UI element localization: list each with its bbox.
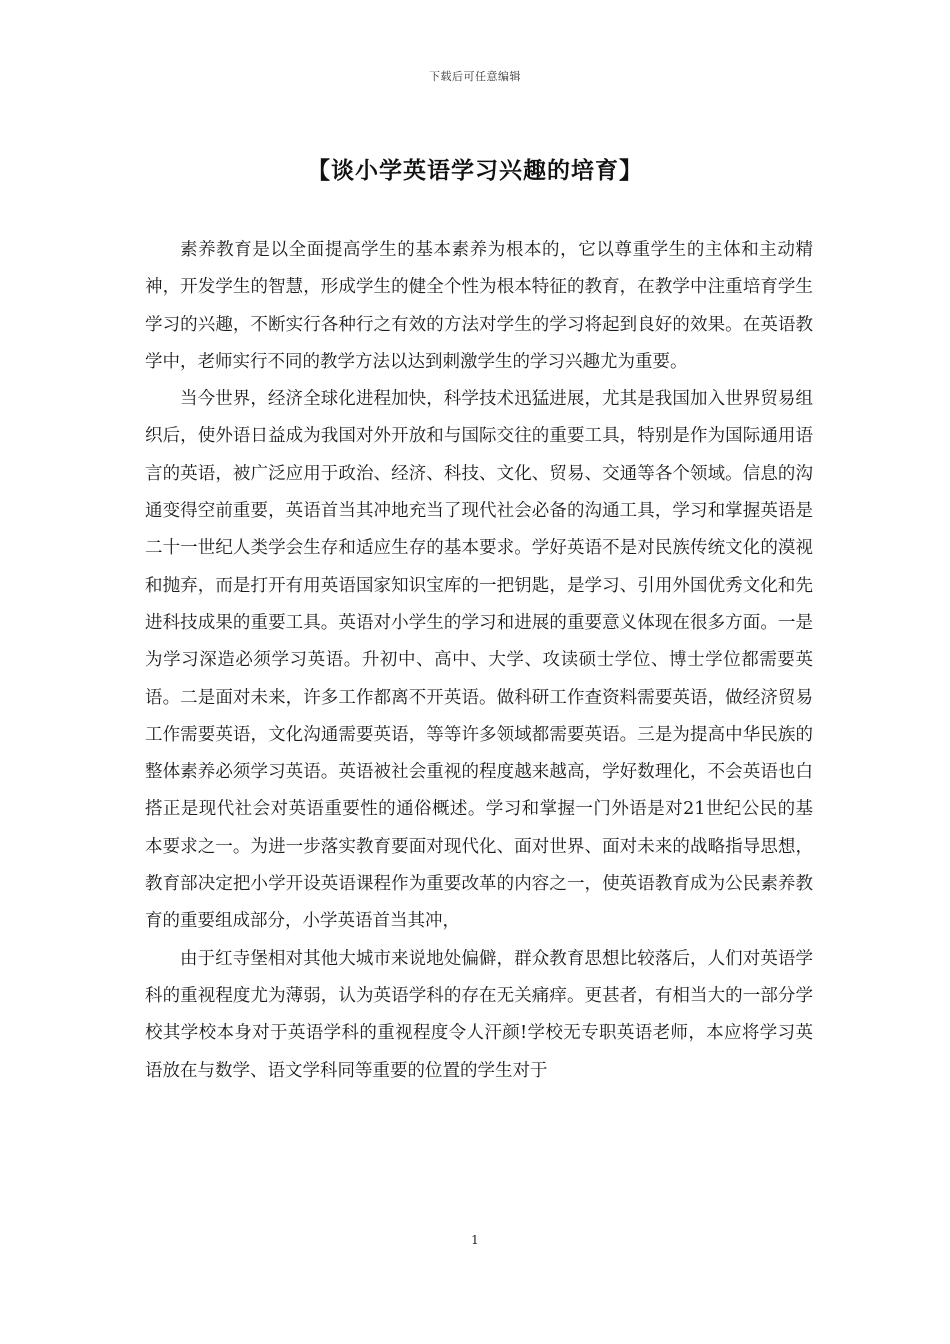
page-number: 1 (471, 1233, 479, 1247)
paragraph-1: 素养教育是以全面提高学生的基本素养为根本的，它以尊重学生的主体和主动精神，开发学生的智慧，形成学生的健全个性为根本特征的教育，在教学中注重培育学生学习的兴趣，不断实行各种行之有效的方法对学生的学习将起到良好的效果。在英语教学中，老师实行不同的教学方法以达到刺激学生的学习兴趣尤为重要。 (145, 240, 813, 372)
document-body (145, 232, 813, 1090)
document-title: 【谈小学英语学习兴趣的培育】 (307, 158, 643, 184)
page-header-note: 下载后可任意编辑 (429, 70, 521, 83)
paragraph-2: 当今世界，经济全球化进程加快，科学技术迅猛进展，尤其是我国加入世界贸易组织后，使外语日益成为我国对外开放和与国际交往的重要工具，特别是作为国际通用语言的英语，被广泛应用于政治、经济、科技、文化、贸易、交通等各个领域。信息的沟通变得空前重要，英语首当其冲地充当了现代社会必备的沟通工具，学习和掌握英语是二十一世纪人类学会生存和适应生存的基本要求。学好英语不是对民族传统文化的漠视和抛弃，而是打开有用英语国家知识宝库的一把钥匙，是学习、引用外国优秀文化和先进科技成果的重要工具。英语对小学生的学习和进展的重要意义体现在很多方面。一是为学习深造必须学习英语。升初中、高中、大学、攻读硕士学位、博士学位都需要英语。二是面对未来，许多工作都离不开英语。做科研工作查资料需要英语，做经济贸易工作需要英语，文化沟通需要英语，等等许多领域都需要英语。三是为提高中华民族的整体素养必须学习英语。英语被社会重视的程度越来越高，学好数理化，不会英语也白搭正是现代社会对英语重要性的通俗概述。学习和掌握一门外语是对21世纪公民的基本要求之一。为进一步落实教育要面对现代化、面对世界、面对未来的战略指导思想，教育部决定把小学开设英语课程作为重要改革的内容之一，使英语教育成为公民素养教育的重要组成部分，小学英语首当其冲， (145, 389, 813, 932)
paragraph-3: 由于红寺堡相对其他大城市来说地处偏僻，群众教育思想比较落后，人们对英语学科的重视程度尤为薄弱，认为英语学科的存在无关痛痒。更甚者，有相当大的一部分学校其学校本身对于英语学科的重视程度令人汗颜!学校无专职英语老师，本应将学习英语放在与数学、语文学科同等重要的位置的学生对于 (145, 948, 813, 1081)
